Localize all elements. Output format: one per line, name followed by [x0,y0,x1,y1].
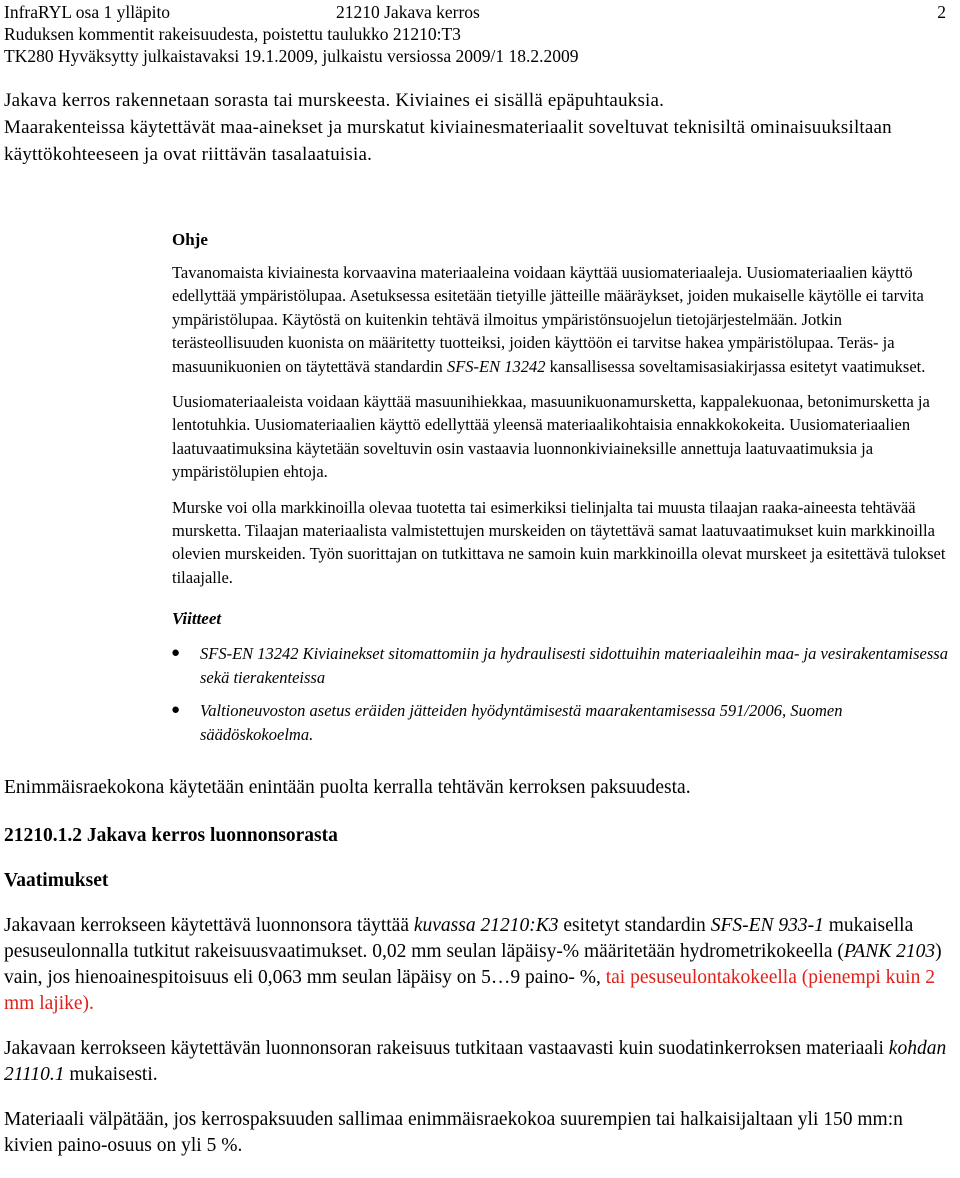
req-p1-text-a: Jakavaan kerrokseen käytettävä luonnonsora täyttää [4,915,409,936]
page-header [4,1,956,67]
guidance-p1-standard: SFS-EN 13242 [446,356,546,376]
references-title: Viitteet [172,609,222,629]
reference-text: SFS-EN 13242 Kiviainekset sitomattomiin ja hydraulisesti sidottuihin materiaaleihin maa- ja vesirakentamisessa sekä tierakenteissa [200,644,948,687]
highlighted-comment: tai pesuseulontakokeella (pienempi kuin 2 mm lajike). [4,967,935,1014]
page-number: 2 [937,2,946,22]
pank-reference: PANK 2103 [843,941,936,962]
requirements-paragraph-2 [4,1036,956,1088]
standard-reference: SFS-EN 933-1 [710,915,824,936]
guidance-p1-text-a: Tavanomaista kiviainesta korvaavina materiaaleina voidaan käyttää uusiomateriaaleja. Uusiomateriaalien käyttö edellyttää ympäristölupaa. Asetuksessa esitetään tietyille jätteille määräykset, joiden mukaiselle käytölle ei tarvita ympäristölupaa. Käytöstä on kuitenkin tehtävä ilmoitus ympäristönsuojelun tietojärjestelmään. Jotkin terästeollisuuden kuonista on määritetty tuotteiksi, joiden käyttöön ei tarvitse hakea ympäristölupaa. Teräs- ja masuunikuonien on täytettävä standardin [172,263,924,376]
guidance-paragraph-1 [172,261,952,378]
requirements-heading: Vaatimukset [4,870,109,891]
max-grain-paragraph: Enimmäisraekokona käytetään enintään puolta kerralla tehtävän kerroksen paksuudesta. [4,777,691,798]
figure-reference: kuvassa 21210:K3 [413,915,559,936]
main-content [4,775,956,1178]
req-p1-text-b: esitetyt standardin [563,915,706,936]
section-reference: kohdan 21110.1 [4,1038,947,1085]
header-section-title: 21210 Jakava kerros [336,2,480,22]
intro-paragraph-2: Maarakenteissa käytettävät maa-ainekset ja murskatut kiviainesmateriaalit soveltuvat teknisiltä ominaisuuksiltaan käyttökohteeseen ja ovat riittävän tasalaatuisia. [4,117,892,165]
reference-text: Valtioneuvoston asetus eräiden jätteiden hyödyntämisestä maarakentamisessa 591/2006, Suomen säädöskokoelma. [200,701,843,744]
req-p1-text-c: mukaisella pesuseulonnalla tutkitut rakeisuusvaatimukset. 0,02 mm seulan läpäisy-% määritetään hydrometrikokeella ( [4,915,914,962]
req-p2-text-b: mukaisesti. [69,1064,158,1085]
guidance-paragraph-2: Uusiomateriaaleista voidaan käyttää masuunihiekkaa, masuunikuonamursketta, kappalekuonaa, betonimursketta ja lentotuhkia. Uusiomateriaalien käyttö edellyttää yleensä materiaalikohtaisia ennakkokokeita. Uusiomateriaalien laatuvaatimuksina käytetään soveltuvin osin vastaavia luonnonkiviaineksille annettuja laatuvaatimuksia ja ympäristölupien ehtoja. [172,392,930,482]
header-row-3: TK280 Hyväksytty julkaistavaksi 19.1.2009, julkaistu versiossa 2009/1 18.2.2009 [4,46,579,66]
requirements-paragraph-3: Materiaali välpätään, jos kerrospaksuuden sallimaa enimmäisraekokoa suurempien tai halkaisijaltaan yli 150 mm:n kivien paino-osuus on yli 5 %. [4,1109,903,1156]
intro-section [4,87,956,168]
guidance-box [172,228,952,756]
header-row-1 [4,1,956,23]
guidance-title: Ohje [172,230,208,249]
intro-paragraph-1: Jakava kerros rakennetaan sorasta tai murskeesta. Kiviaines ei sisällä epäpuhtauksia. [4,90,665,111]
reference-item [172,699,952,746]
bullet-icon: ● [171,702,181,719]
req-p1-text-d: ) vain, jos hienoainespitoisuus eli 0,063 mm seulan läpäisy on 5…9 paino- %, [4,941,942,988]
section-heading: 21210.1.2 Jakava kerros luonnonsorasta [4,825,338,846]
requirements-paragraph-1 [4,913,956,1017]
header-row-2: Ruduksen kommentit rakeisuudesta, poistettu taulukko 21210:T3 [4,24,461,44]
bullet-icon: ● [171,645,181,662]
reference-item [172,642,952,689]
references-list [172,642,952,746]
header-doc-title: InfraRYL osa 1 ylläpito [4,2,171,22]
req-p2-text-a: Jakavaan kerrokseen käytettävän luonnonsoran rakeisuus tutkitaan vastaavasti kuin suodatinkerroksen materiaali [4,1038,884,1059]
guidance-p1-text-b: kansallisessa soveltamisasiakirjassa esitetyt vaatimukset. [549,356,926,376]
guidance-paragraph-3: Murske voi olla markkinoilla olevaa tuotetta tai esimerkiksi tielinjalta tai muusta tilaajan raaka-aineesta tehtävää mursketta. Tilaajan materiaalista valmistettujen murskeiden on täytettävä samat laatuvaatimukset kuin markkinoilla olevien murskeiden. Työn suorittajan on tutkittava ne samoin kuin markkinoilla olevat murskeet ja esitettävä tulokset tilaajalle. [172,497,946,587]
